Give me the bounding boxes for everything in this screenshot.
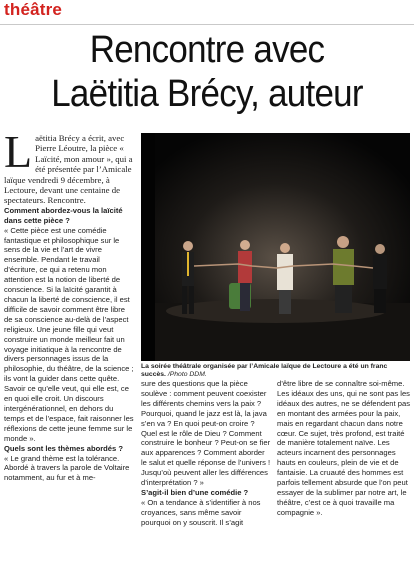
headline: [17, 28, 398, 116]
stage-photo-image: [141, 133, 410, 361]
lead-text: aëtitia Brécy a écrit, avec Pierre Léoutre, la pièce « Laïcité, mon amour », qui a été présentée par l’Amicale laïque vendredi 9 décembre, à Lectoure, devant une centaine de spectateurs. Rencontre.: [4, 133, 133, 206]
photo-caption-text: La soirée théâtrale organisée par l’Amicale laïque de Lectoure a été un franc succès.: [141, 363, 388, 379]
drop-cap: L: [4, 126, 33, 177]
photo-credit: /Photo DDM.: [167, 371, 207, 379]
article-lead: [4, 126, 135, 206]
answer-3-part-2: d’être libre de se connaître soi-même. Les idéaux des uns, qui ne sont pas les idéaux des autres, ne se défendent pas en montant des armées pour la paix, mais en regardant chacun dans notre cœur. Ce sujet, très profond, est traité de manière totalement naïve. Les acteurs incarnent des personnages hauts en couleurs, plein de vie et de fantaisie. La cruauté des hommes est parfois tellement absurde que l’on peut essayer de la sublimer par notre art, le théâtre, c’est ce à quoi travaille ma compagnie ».: [277, 379, 410, 517]
question-1: Comment abordez-vous la laïcité dans cette pièce ?: [4, 205, 123, 225]
photo-caption: [141, 363, 410, 379]
section-divider: [0, 24, 414, 25]
section-rubric: théâtre: [4, 0, 63, 19]
article-column-1: [4, 126, 135, 483]
article-column-2: [141, 379, 272, 528]
answer-2-part-2: sure des questions que la pièce soulève : comment peuvent coexister les différents chemins vers la paix ? Pourquoi, quand le jazz est là, la java s’en va ? En quoi peut-on croire ? Quel est le rôle de Dieu ? Comment construire le bonheur ? Peut-on se fier aux apparences ? Comment aborder le salut et quelle réponse de l’univers ! Jusqu’où peuvent aller les différences d’interprétation ? »: [141, 379, 271, 488]
question-3: S’agit-il bien d’une comédie ?: [141, 487, 249, 497]
answer-2-part-1: « Le grand thème est la tolérance. Abordé à travers la parole de Voltaire notamment, au fur et à me-: [4, 453, 130, 483]
answer-1: « Cette pièce est une comédie fantastique et philosophique sur le sens de la vie et l’art de vivre ensemble. Pendant le travail d’écriture, ce qui a retenu mon attention est la notion de liberté de conscience. Si la laïcité garantit à chacun la liberté de conscience, il est difficile de savoir comment être libre de sa conscience au-delà de l’aspect religieux. Une jeune fille qui veut construire un monde meilleur fait un voyage initiatique à la rencontre de divers personnages issus de la philosophie, du théâtre, de la science ; ils vont la guider dans cette quête. Savoir ce qu’elle veut, qui elle est, ce en quoi elle croit. Un discours intergénérationnel, en dehors du temps et de l’espace, fait raisonner les réflexions de cette jeune femme sur le monde ».: [4, 225, 134, 443]
answer-3-part-1: « On a tendance à s’identifier à nos croyances, sans même savoir pourquoi on y souscrit. Il s’agit: [141, 497, 261, 527]
question-2: Quels sont les thèmes abordés ?: [4, 443, 124, 453]
stage-photo: [141, 133, 410, 361]
headline-line-1: Rencontre avec: [89, 29, 325, 71]
article-column-3: [277, 379, 410, 518]
section-bar: [0, 0, 414, 24]
headline-line-2: Laëtitia Brécy, auteur: [51, 73, 363, 115]
